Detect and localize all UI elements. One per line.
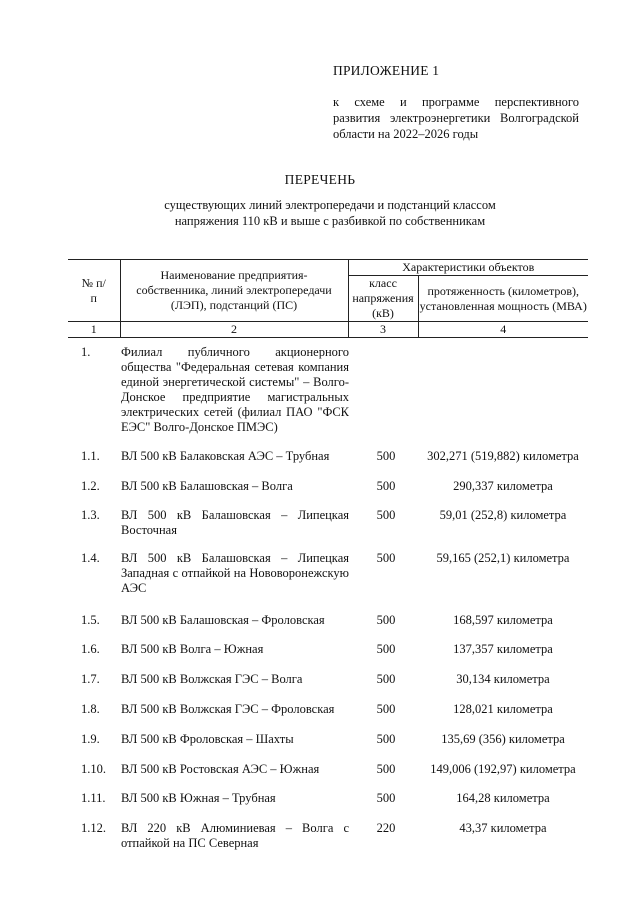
header-length-power: протяженность (километров), установленная мощность (МВА) <box>418 276 588 322</box>
row-name: Филиал публичного акционерного общества "Федеральная сетевая компания единой энергетической системы" – Волго-Донское предприятие магистральных электрических сетей (филиал ПАО "ФСК ЕЭС" Волго-Донское ПМЭС) <box>121 345 349 434</box>
row-voltage: 500 <box>376 732 396 746</box>
row-length: 302,271 (519,882) километра <box>427 449 579 463</box>
row-voltage: 500 <box>376 791 396 805</box>
row-num: 1.1. <box>81 449 100 463</box>
row-length: 43,37 километра <box>459 821 547 835</box>
header-characteristics: Характеристики объектов <box>348 260 588 276</box>
table-header <box>68 259 588 338</box>
header-name: Наименование предприятия-собственника, линий электропередачи (ЛЭП), подстанций (ПС) <box>120 260 348 322</box>
row-name: ВЛ 500 кВ Фроловская – Шахты <box>121 732 294 746</box>
header-voltage-class: класс напряжения (кВ) <box>348 276 418 322</box>
row-num: 1.5. <box>81 613 100 627</box>
row-voltage: 500 <box>376 642 396 656</box>
row-length: 30,134 километра <box>456 672 550 686</box>
row-voltage: 500 <box>376 449 396 463</box>
row-length: 168,597 километра <box>453 613 553 627</box>
row-length: 135,69 (356) километра <box>441 732 565 746</box>
row-name: ВЛ 500 кВ Балаковская АЭС – Трубная <box>121 449 330 463</box>
row-voltage: 500 <box>376 613 396 627</box>
list-subtitle: существующих линий электропередачи и подстанций классом напряжения 110 кВ и выше с разбивкой по собственникам <box>164 198 496 228</box>
row-name: ВЛ 500 кВ Балашовская – Волга <box>121 479 293 493</box>
row-length: 128,021 километра <box>453 702 553 716</box>
col-number-1: 1 <box>68 322 120 338</box>
row-voltage: 500 <box>376 479 396 493</box>
row-name: ВЛ 500 кВ Балашовская – Липецкая Восточная <box>121 508 349 537</box>
row-num: 1.7. <box>81 672 100 686</box>
row-name: ВЛ 500 кВ Южная – Трубная <box>121 791 276 805</box>
row-voltage: 500 <box>376 702 396 716</box>
row-name: ВЛ 220 кВ Алюминиевая – Волга с отпайкой на ПС Северная <box>121 821 349 850</box>
row-num: 1. <box>81 345 91 359</box>
row-num: 1.2. <box>81 479 100 493</box>
list-title: ПЕРЕЧЕНЬ <box>284 172 356 187</box>
row-voltage: 500 <box>376 508 396 522</box>
annex-title: ПРИЛОЖЕНИЕ 1 <box>333 63 440 78</box>
header-num: № п/п <box>68 260 120 322</box>
row-length: 59,01 (252,8) километра <box>439 508 567 522</box>
annex-subtitle: к схеме и программе перспективного развития электроэнергетики Волгоградской области на 2022–2026 годы <box>333 95 579 141</box>
row-name: ВЛ 500 кВ Волжская ГЭС – Волга <box>121 672 303 686</box>
row-num: 1.11. <box>81 791 106 805</box>
row-num: 1.8. <box>81 702 100 716</box>
row-length: 290,337 километра <box>453 479 553 493</box>
col-number-3: 3 <box>348 322 418 338</box>
row-num: 1.3. <box>81 508 100 522</box>
row-voltage: 500 <box>376 551 396 565</box>
row-name: ВЛ 500 кВ Волжская ГЭС – Фроловская <box>121 702 335 716</box>
row-name: ВЛ 500 кВ Балашовская – Липецкая Западная с отпайкой на Нововоронежскую АЭС <box>121 551 349 595</box>
row-num: 1.10. <box>81 762 106 776</box>
row-voltage: 500 <box>376 672 396 686</box>
row-length: 164,28 километра <box>456 791 550 805</box>
row-name: ВЛ 500 кВ Ростовская АЭС – Южная <box>121 762 320 776</box>
row-name: ВЛ 500 кВ Балашовская – Фроловская <box>121 613 325 627</box>
row-num: 1.12. <box>81 821 106 835</box>
row-length: 149,006 (192,97) километра <box>430 762 576 776</box>
col-number-2: 2 <box>120 322 348 338</box>
row-voltage: 500 <box>376 762 396 776</box>
row-length: 137,357 километра <box>453 642 553 656</box>
row-voltage: 220 <box>376 821 396 835</box>
row-name: ВЛ 500 кВ Волга – Южная <box>121 642 264 656</box>
row-num: 1.9. <box>81 732 100 746</box>
row-length: 59,165 (252,1) километра <box>436 551 570 565</box>
col-number-4: 4 <box>418 322 588 338</box>
row-num: 1.6. <box>81 642 100 656</box>
row-num: 1.4. <box>81 551 100 565</box>
